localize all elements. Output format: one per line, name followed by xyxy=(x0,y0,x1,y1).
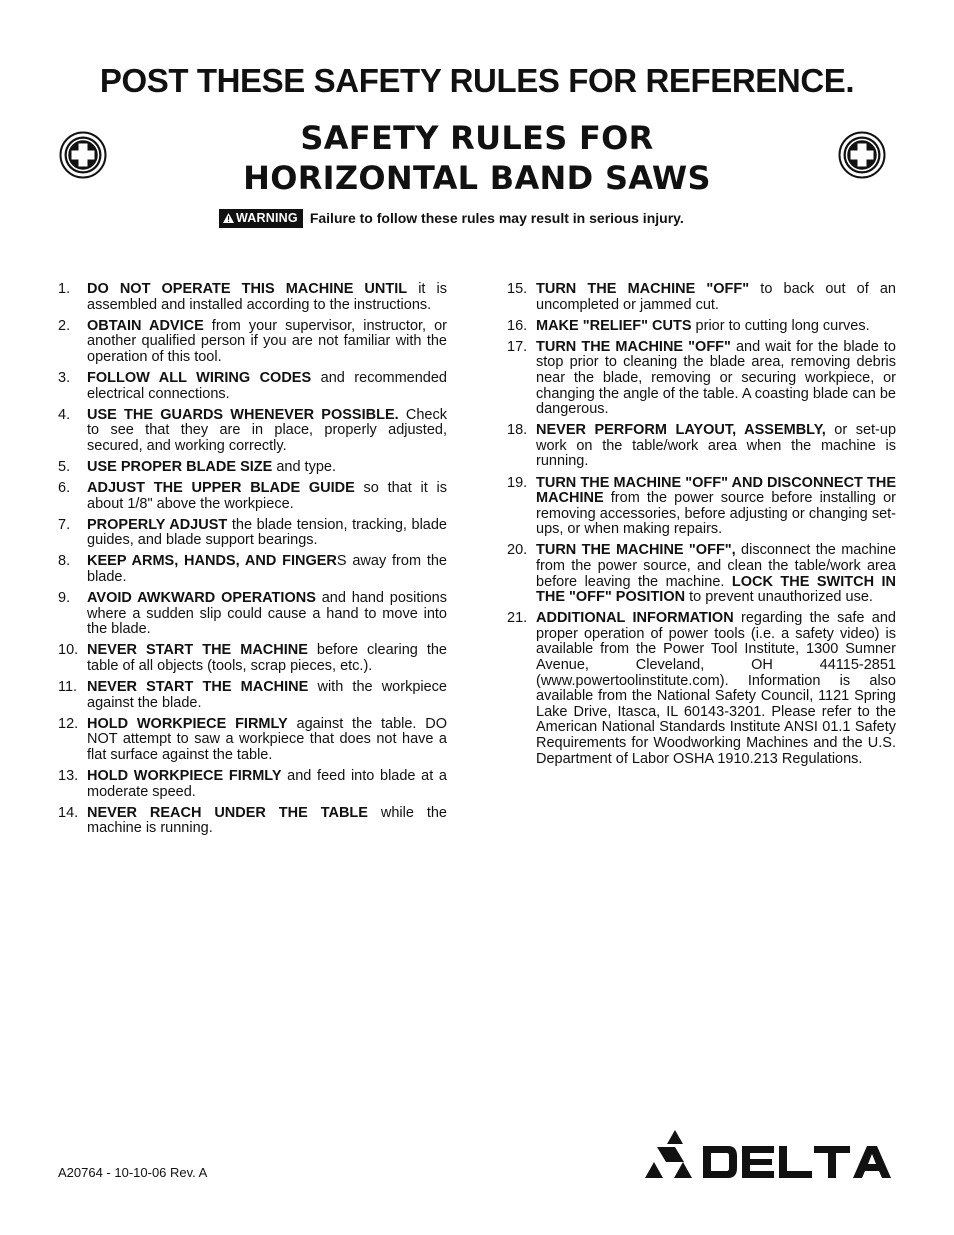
rule-text: prior to cutting long curves. xyxy=(691,317,870,334)
rule-text: and feed into blade at a moderate speed. xyxy=(87,768,447,800)
rule-number: 14. xyxy=(58,804,79,821)
rule-text: before clearing the table of all objects (tools, scrap pieces, etc.). xyxy=(87,642,447,674)
rule-lead: PROPERLY ADJUST xyxy=(87,516,228,533)
safety-rule-item xyxy=(507,611,896,767)
safety-rule-item xyxy=(58,518,447,549)
safety-rule-item xyxy=(507,423,896,470)
safety-rule-item xyxy=(58,591,447,638)
safety-rule-item xyxy=(58,282,447,313)
rule-text: from your supervisor, instructor, or another qualified person if you are not familiar with the operation of this tool. xyxy=(87,317,447,365)
rule-number: 9. xyxy=(58,590,71,607)
rule-number: 19. xyxy=(507,474,528,491)
rule-lead: ADDITIONAL INFORMATION xyxy=(536,610,734,627)
safety-rule-item xyxy=(507,340,896,418)
rule-text: to back out of an uncompleted or jammed cut. xyxy=(536,281,896,313)
rule-lead: HOLD WORKPIECE FIRMLY xyxy=(87,768,282,785)
rule-number: 2. xyxy=(58,317,71,334)
rules-list-left xyxy=(58,282,447,842)
main-title-line1: SAFETY RULES FOR xyxy=(300,119,654,157)
main-title xyxy=(150,118,804,198)
rule-lead: DO NOT OPERATE THIS MACHINE UNTIL xyxy=(87,281,408,297)
rule-lead: USE THE GUARDS WHENEVER POSSIBLE. xyxy=(87,406,399,423)
rule-number: 8. xyxy=(58,553,71,570)
rule-lead: NEVER REACH UNDER THE TABLE xyxy=(87,804,368,821)
rule-text: and type. xyxy=(272,458,336,475)
rule-number: 18. xyxy=(507,422,528,439)
rule-number: 3. xyxy=(58,369,71,386)
main-title-line2: HORIZONTAL BAND SAWS xyxy=(243,159,711,197)
rule-text: and hand positions where a sudden slip could cause a hand to move into the blade. xyxy=(87,590,448,638)
rule-lead: TURN THE MACHINE "OFF" xyxy=(536,281,750,297)
warning-text: Failure to follow these rules may result in serious injury. xyxy=(309,210,684,226)
rule-lead: NEVER START THE MACHINE xyxy=(87,679,309,696)
safety-rule-item xyxy=(58,769,447,800)
rule-text: with the workpiece against the blade. xyxy=(87,679,447,711)
rule-lead: USE PROPER BLADE SIZE xyxy=(87,458,273,475)
delta-logo xyxy=(642,1130,898,1180)
rule-text: while the machine is running. xyxy=(87,804,447,837)
warning-statement xyxy=(219,207,779,229)
rule-tail: to prevent unauthorized use. xyxy=(685,589,873,606)
rule-text: Check to see that they are in place, properly adjusted, secured, and working correctly. xyxy=(87,406,447,454)
rule-number: 11. xyxy=(58,679,78,696)
rule-number: 20. xyxy=(507,542,528,559)
safety-rule-item xyxy=(507,476,896,538)
rule-lead: NEVER PERFORM LAYOUT, ASSEMBLY, xyxy=(536,422,826,439)
safety-rule-item xyxy=(58,717,447,764)
rule-text: disconnect the machine from the power source, and clean the table/work area before leaving the machine. xyxy=(536,542,897,590)
safety-rule-item xyxy=(58,643,447,674)
rule-number: 5. xyxy=(58,458,71,475)
rule-lead: MAKE "RELIEF" CUTS xyxy=(536,317,692,334)
safety-rule-item xyxy=(507,543,896,605)
rule-number: 15. xyxy=(507,281,528,297)
rule-text: and wait for the blade to stop prior to cleaning the blade area, removing debris near the blade, removing or securing workpiece, or changing the angle of the table. A coasting blade can be dangerous. xyxy=(536,338,896,418)
rule-text: so that it is about 1/8" above the workpiece. xyxy=(87,480,447,512)
rule-lead: TURN THE MACHINE "OFF" AND DISCONNECT THE MACHINE xyxy=(536,474,896,507)
post-title: POST THESE SAFETY RULES FOR REFERENCE. xyxy=(99,62,855,99)
rule-lead: HOLD WORKPIECE FIRMLY xyxy=(87,715,288,732)
safety-rule-item xyxy=(58,554,447,585)
rule-lead: FOLLOW ALL WIRING CODES xyxy=(87,369,312,386)
rule-number: 6. xyxy=(58,480,71,497)
rule-number: 10. xyxy=(58,642,79,659)
rule-number: 17. xyxy=(507,338,528,355)
rule-number: 13. xyxy=(58,768,79,785)
safety-rule-item xyxy=(58,371,447,402)
rule-text: against the table. DO NOT attempt to saw a workpiece that does not have a flat surface against the table. xyxy=(87,715,447,763)
rule-text: regarding the safe and proper operation of power tools (i.e. a safety video) is available from the Power Tool Institute, 1300 Sumner Avenue, Cleveland, OH 44115-2851 (www.powertoolinstitute.com). Information is also available from the National Safety Council, 1121 Spring Lake Drive, Itasca, IL 60143-3201. Please refer to the American National Standards Institute ANSI 01.1 Safety Requirements for Woodworking Machines and the U.S. Department of Labor OSHA 1910.213 Regulations. xyxy=(536,610,896,767)
rule-lead: OBTAIN ADVICE xyxy=(87,317,204,334)
rule-number: 12. xyxy=(58,715,79,732)
rule-text: it is assembled and installed according to the instructions. xyxy=(87,281,447,313)
document-code: A20764 - 10-10-06 Rev. A xyxy=(58,1165,208,1180)
rule-number: 4. xyxy=(58,406,71,423)
rule-lead: TURN THE MACHINE "OFF" xyxy=(536,338,731,355)
safety-rule-item xyxy=(58,408,447,455)
rules-list-right xyxy=(507,282,896,773)
rule-emphasis: LOCK THE SWITCH IN THE "OFF" POSITION xyxy=(536,573,896,606)
safety-cross-badge-icon xyxy=(59,131,107,179)
safety-rule-item xyxy=(58,460,447,476)
rule-text: S away from the blade. xyxy=(87,553,447,585)
safety-rule-item xyxy=(507,319,896,335)
rule-lead: AVOID AWKWARD OPERATIONS xyxy=(87,590,316,607)
rule-text: from the power source before installing or removing accessories, before adjusting or changing set-ups, or when making repairs. xyxy=(536,490,896,538)
warning-label: WARNING xyxy=(236,211,298,225)
warning-triangle-icon xyxy=(223,213,234,223)
safety-rule-item xyxy=(58,481,447,512)
safety-rule-item xyxy=(58,319,447,366)
safety-rule-item xyxy=(507,282,896,313)
rule-lead: TURN THE MACHINE "OFF", xyxy=(536,542,736,559)
rule-number: 7. xyxy=(58,516,71,533)
rule-number: 1. xyxy=(58,281,71,297)
rule-number: 21. xyxy=(507,610,528,627)
rule-text: and recommended electrical connections. xyxy=(87,369,447,402)
rule-lead: NEVER START THE MACHINE xyxy=(87,642,308,659)
safety-rule-item xyxy=(58,806,447,837)
rule-text: the blade tension, tracking, blade guides, and blade support bearings. xyxy=(87,516,447,549)
safety-cross-badge-icon xyxy=(838,131,886,179)
rule-lead: ADJUST THE UPPER BLADE GUIDE xyxy=(87,480,355,497)
rule-text: or set-up work on the table/work area when the machine is running. xyxy=(536,422,897,470)
rule-lead: KEEP ARMS, HANDS, AND FINGER xyxy=(87,553,337,570)
warning-tag xyxy=(219,209,303,228)
safety-rule-item xyxy=(58,680,447,711)
rule-number: 16. xyxy=(507,317,528,334)
